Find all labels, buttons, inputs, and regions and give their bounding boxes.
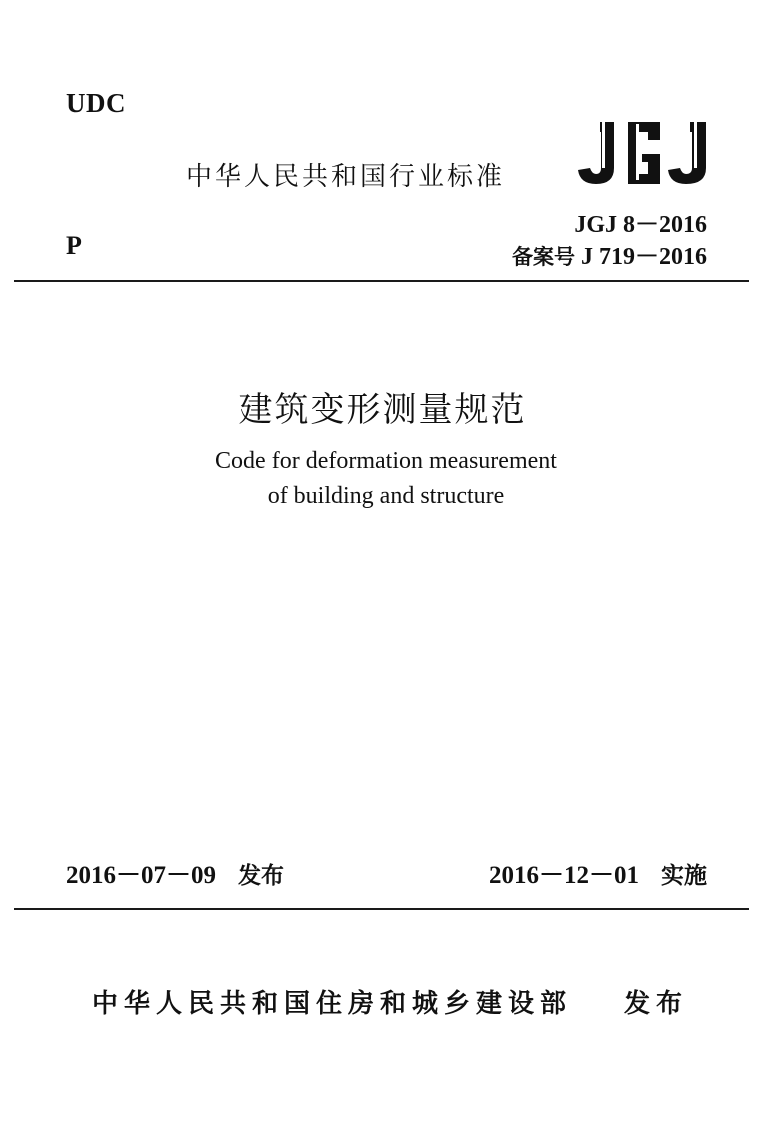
top-divider [14,280,749,282]
standard-code: JGJ 8－2016 [574,212,707,238]
publish-label: 发布 [238,863,285,889]
issuing-action: 发布 [624,989,689,1019]
udc-label: UDC [66,88,126,118]
filing-number-line [512,236,707,271]
bottom-divider [14,908,749,910]
publish-date-line [66,855,284,891]
filing-label: 备案号 [512,245,575,269]
jgj-logo-icon [574,118,710,188]
filing-number: J 719－2016 [581,244,707,270]
issuing-authority: 中华人民共和国住房和城乡建设部 [92,989,573,1019]
title-english-line1: Code for deformation measurement [215,448,557,474]
title-chinese: 建筑变形测量规范 [238,390,527,430]
publish-date: 2016－07－09 [66,862,217,889]
effective-date: 2016－12－01 [488,862,639,889]
standard-category: 中华人民共和国行业标准 [186,162,506,192]
title-english-line2: of building and structure [267,483,505,509]
effective-date-line [489,855,707,891]
effective-label: 实施 [661,863,707,889]
classification-letter: P [66,231,82,260]
